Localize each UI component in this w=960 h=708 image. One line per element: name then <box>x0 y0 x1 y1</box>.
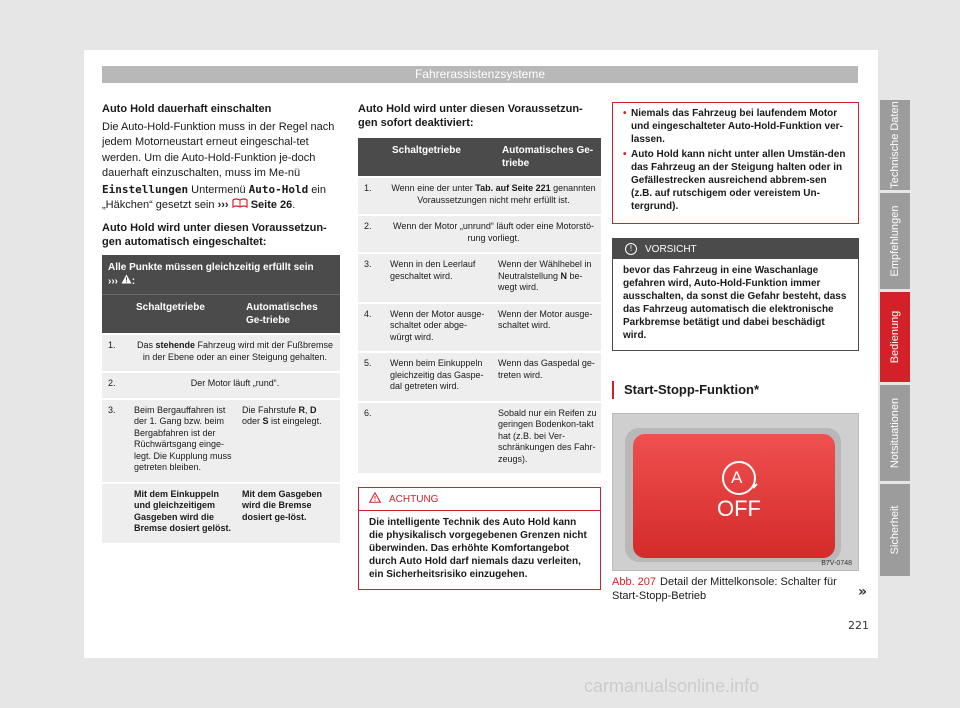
header-manual: Schaltgetriebe <box>392 145 461 156</box>
section-heading-auto-on: Auto Hold wird unter diesen Voraussetzun-gen automatisch eingeschaltet: <box>102 222 327 249</box>
row-number: 1. <box>108 340 116 351</box>
chapter-tabs <box>880 100 910 579</box>
tab-label: Technische Daten <box>889 101 901 189</box>
figure-caption-text: Detail der Mittelkonsole: Schalter für Start-Stopp-Betrieb <box>612 576 837 602</box>
table-row <box>358 214 601 252</box>
cell-auto: Sobald nur ein Reifen zu geringen Bodenkon-takt hat (z.B. bei Ver-schränkungen des Fahr-zeugs). <box>498 407 597 464</box>
menu-name-autohold: Auto-Hold <box>248 182 309 196</box>
row-number: 2. <box>108 378 116 389</box>
ref-arrows: ››› <box>108 276 121 288</box>
column-middle <box>358 102 601 590</box>
text-span: , <box>305 404 311 415</box>
book-icon <box>232 199 248 211</box>
section-heading-permanent: Auto Hold dauerhaft einschalten <box>102 103 272 115</box>
figure-code: B7V-0748 <box>821 560 852 567</box>
tab-bedienung[interactable] <box>880 292 910 382</box>
text-span: Das <box>136 340 156 351</box>
table-row <box>358 252 601 302</box>
row-number: 5. <box>364 358 372 368</box>
text-span: Untermenü <box>188 183 249 196</box>
header-num <box>102 295 130 333</box>
caution-header <box>613 239 858 259</box>
table-row <box>102 398 340 482</box>
switch-label-off: OFF <box>717 496 761 521</box>
column-right <box>612 102 859 603</box>
table-row <box>358 351 601 401</box>
bold-text: stehende <box>155 340 195 351</box>
spacer <box>612 399 859 413</box>
cell-manual: Wenn der Motor ausge-schaltet oder abge-würgt wird. <box>390 308 485 342</box>
header-auto: Automatisches Ge-triebe <box>502 145 594 169</box>
paragraph-permanent <box>102 120 340 213</box>
text-span: : <box>131 276 136 288</box>
list-item <box>623 107 848 146</box>
warning-text: Die intelligente Technik des Auto Hold kann die physikalisch vorgegebenen Grenzen nicht überwinden. Das erhöhte Komfortangebot durch Auto Hold darf niemals dazu verleiten, ein Sicherheitsrisiko einzugehen. <box>369 517 587 580</box>
watermark: carmanualsonline.info <box>584 676 760 696</box>
row-span-cell <box>384 178 601 214</box>
header-auto: Automatisches Ge-triebe <box>246 302 318 327</box>
ref-arrows: ››› <box>217 199 229 212</box>
row-span-cell <box>128 335 340 371</box>
spacer <box>612 351 859 381</box>
conditions-table-on <box>102 255 340 543</box>
text-span: Wenn eine der unter <box>391 183 476 193</box>
text-span: . <box>292 199 296 212</box>
column-left <box>102 102 340 543</box>
page-link-26[interactable]: Seite 26 <box>250 199 293 212</box>
text-span: Die Fahrstufe <box>242 404 299 415</box>
table-header <box>358 138 601 176</box>
conditions-table-off <box>358 138 601 473</box>
continue-arrow: » <box>858 584 868 600</box>
text-span: Die Auto-Hold-Funktion muss in der Regel nach jedem Motorneustart erneut eingeschal-tet werden. Um die Auto-Hold-Funktion je-doch dauerhaft einzuschalten, muss im Me-nü <box>102 121 335 180</box>
warning-label: ACHTUNG <box>389 493 439 505</box>
bullet-dot: • <box>623 149 627 160</box>
cell-auto: Mit dem Gasgeben wird die Bremse dosiert ge-löst. <box>242 488 323 522</box>
section-title-start-stop: Start-Stopp-Funktion* <box>612 381 859 399</box>
warning-box-achtung <box>358 487 601 590</box>
bullet-text: Auto Hold kann nicht unter allen Umstän-den das Fahrzeug an der Steigung halten oder in Gefällestrecken ausreichend abbrem-sen (z.B. auf rutschigem oder vereistem Un-tergrund). <box>631 149 846 212</box>
row-number: 3. <box>364 259 372 269</box>
cell-manual: Wenn beim Einkuppeln gleichzeitig das Gaspe-dal getreten wird. <box>390 358 484 391</box>
gear-s: S <box>262 416 269 427</box>
cell-manual: Mit dem Einkuppeln und gleichzeitigem Gasgeben wird die Bremse dosiert gelöst. <box>134 488 232 534</box>
bullet-text: Niemals das Fahrzeug bei laufendem Motor und eingeschalteter Auto-Hold-Funktion ver-lassen. <box>631 108 843 145</box>
table-ref: Tab. auf Seite 221 <box>475 183 551 193</box>
caption-text: Alle Punkte müssen gleichzeitig erfüllt sein <box>108 262 314 274</box>
table-row <box>102 371 340 398</box>
caution-label: VORSICHT <box>645 243 697 255</box>
cell-auto: Wenn das Gaspedal ge-treten wird. <box>498 358 595 380</box>
chapter-header: Fahrerassistenzsysteme <box>102 66 858 83</box>
bullet-dot: • <box>623 108 627 119</box>
row-number: 4. <box>364 308 372 319</box>
cell-auto: Wenn der Motor ausge-schaltet wird. <box>498 308 593 330</box>
table-row <box>358 401 601 474</box>
text-span: ein „Häkchen“ gesetzt sein <box>102 183 326 212</box>
cell-auto <box>492 254 601 302</box>
row-number: 2. <box>364 221 372 231</box>
cell-manual: Wenn in den Leerlauf geschaltet wird. <box>390 259 476 281</box>
text-span: be-wegt wird. <box>498 270 583 292</box>
text-span: oder <box>242 416 263 427</box>
row-number <box>102 484 128 543</box>
cell-manual <box>384 403 492 474</box>
warning-continued-box <box>612 102 859 224</box>
table-caption <box>102 255 340 294</box>
tab-label: Empfehlungen <box>889 205 901 277</box>
warning-triangle-icon <box>121 276 132 287</box>
text-span: Wenn der Wählhebel in Neutralstellung <box>498 259 592 281</box>
tab-empfehlungen[interactable] <box>880 193 910 289</box>
switch-letter: A <box>731 468 743 487</box>
text-span: ist eingelegt. <box>268 416 322 427</box>
gear-d: D <box>310 404 317 415</box>
table-header <box>102 294 340 333</box>
table-row <box>102 333 340 371</box>
row-number: 1. <box>364 183 372 193</box>
header-num <box>358 138 386 176</box>
figure-label: Abb. 207 <box>612 576 657 588</box>
tab-label: Notsituationen <box>889 397 901 469</box>
row-span-cell: Wenn der Motor „unrund“ läuft oder eine Motorstö-rung vorliegt. <box>393 221 594 243</box>
cell-manual: Beim Bergauffahren ist der 1. Gang bzw. beim Bergabfahren ist der Rüchwärtsgang einge-legt. Die Kupplung muss getreten bleiben. <box>134 404 232 473</box>
caution-text: bevor das Fahrzeug in eine Waschanlage gefahren wird, Auto-Hold-Funktion immer ausschalten, da sonst die Gefahr besteht, dass das Fahrzeug automatisch die elektronische Parkbremse betätigt und dabei beschädigt wird. <box>623 265 847 341</box>
row-number: 6. <box>364 407 372 418</box>
info-circle-icon: ! <box>625 243 637 255</box>
row-number: 3. <box>108 404 116 415</box>
caution-box-vorsicht <box>612 238 859 351</box>
table-row <box>102 482 340 543</box>
tab-label: Sicherheit <box>889 505 901 555</box>
page-number: 221 <box>848 619 869 632</box>
figure-start-stop-switch <box>612 413 859 571</box>
tab-technische-daten[interactable] <box>880 100 910 190</box>
warning-header <box>359 488 600 511</box>
gear-n: N <box>560 270 568 281</box>
cell-auto <box>236 400 340 482</box>
text-span: Fahrzeug wird mit der Fußbremse in der Ebene oder an einer Steigung gehalten. <box>142 340 334 362</box>
gear-r: R <box>298 404 306 415</box>
tab-label: Bedienung <box>889 310 901 364</box>
warning-bullets <box>613 103 858 223</box>
figure-caption <box>612 575 859 603</box>
list-item <box>623 148 848 213</box>
section-heading-auto-off: Auto Hold wird unter diesen Voraussetzun-gen sofort deaktiviert: <box>358 103 583 129</box>
warning-triangle-icon <box>369 492 381 506</box>
menu-name-settings: Einstellungen <box>102 182 189 196</box>
row-span-cell: Der Motor läuft „rund“. <box>190 378 280 389</box>
table-row <box>358 302 601 352</box>
text-span: genannten Voraussetzungen nicht mehr erfüllt ist. <box>417 183 596 205</box>
table-row <box>358 176 601 214</box>
header-manual: Schaltgetriebe <box>136 302 205 314</box>
tab-notsituationen[interactable] <box>880 385 910 481</box>
switch-illustration <box>613 414 858 570</box>
tab-sicherheit[interactable] <box>880 484 910 576</box>
